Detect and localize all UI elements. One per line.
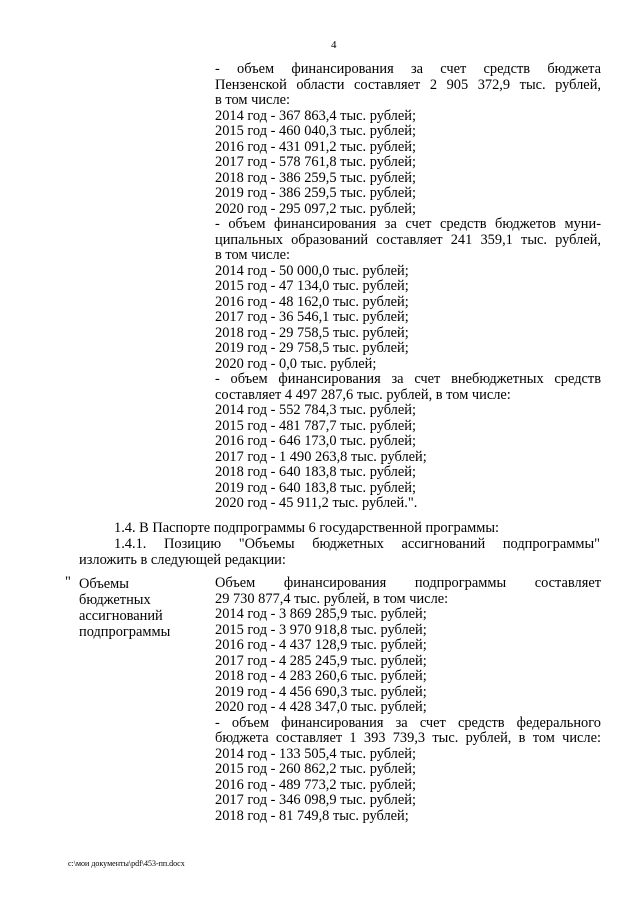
regional-funding-line: в том числе: [215, 92, 291, 108]
regional-year-line: 2016 год - 431 091,2 тыс. рублей; [215, 138, 416, 155]
municipal-funding-line: ципальных образований составляет 241 359,1 тыс. рублей, [215, 231, 601, 248]
section-1-4-1-line: 1.4.1. Позицию "Объемы бюджетных ассигнований подпрограммы" [114, 536, 600, 552]
total-year-line: 2020 год - 4 428 347,0 тыс. рублей; [215, 699, 427, 715]
total-year-line: 2018 год - 4 283 260,6 тыс. рублей; [215, 668, 427, 684]
federal-year-line: 2017 год - 346 098,9 тыс. рублей; [215, 792, 416, 808]
label-line: Объемы [79, 576, 129, 592]
document-file-path: c:\мои документы\pdf\453-пп.docx [68, 859, 185, 868]
federal-funding-line: - объем финансирования за счет средств федерального [215, 714, 601, 731]
regional-funding-line: - объем финансирования за счет средств бюджета [215, 61, 601, 77]
regional-year-line: 2019 год - 386 259,5 тыс. рублей; [215, 185, 416, 201]
funding-continuation-block [215, 62, 601, 512]
total-year-line: 2017 год - 4 285 245,9 тыс. рублей; [215, 652, 427, 669]
extrabudget-funding-line: составляет 4 497 287,6 тыс. рублей, в том числе: [215, 386, 511, 403]
label-line: подпрограммы [79, 624, 171, 640]
extrabudget-year-line: 2016 год - 646 173,0 тыс. рублей; [215, 433, 416, 449]
federal-funding-line: бюджета составляет 1 393 739,3 тыс. рублей, в том числе: [215, 730, 601, 746]
opening-quote: " [65, 574, 71, 590]
total-year-line: 2019 год - 4 456 690,3 тыс. рублей; [215, 683, 427, 700]
section-1-4-heading: 1.4. В Паспорте подпрограммы 6 государственной программы: [114, 520, 499, 536]
total-year-line: 2015 год - 3 970 918,8 тыс. рублей; [215, 621, 427, 638]
municipal-year-line: 2014 год - 50 000,0 тыс. рублей; [215, 262, 409, 279]
regional-year-line: 2017 год - 578 761,8 тыс. рублей; [215, 154, 416, 170]
passport-position-label [79, 576, 209, 640]
extrabudget-year-line: 2014 год - 552 784,3 тыс. рублей; [215, 402, 416, 418]
page-number: 4 [331, 39, 337, 51]
regional-year-line: 2014 год - 367 863,4 тыс. рублей; [215, 107, 416, 124]
label-line: ассигнований [79, 608, 163, 624]
total-funding-line: Объем финансирования подпрограммы составляет [215, 575, 601, 591]
label-line: бюджетных [79, 592, 151, 608]
municipal-year-line: 2017 год - 36 546,1 тыс. рублей; [215, 309, 409, 325]
municipal-year-line: 2019 год - 29 758,5 тыс. рублей; [215, 340, 409, 356]
federal-year-line: 2018 год - 81 749,8 тыс. рублей; [215, 807, 409, 824]
extrabudget-year-line: 2020 год - 45 911,2 тыс. рублей.". [215, 495, 418, 511]
municipal-funding-line: - объем финансирования за счет средств бюджетов муни- [215, 216, 601, 232]
regional-year-line: 2015 год - 460 040,3 тыс. рублей; [215, 123, 416, 139]
municipal-funding-line: в том числе: [215, 247, 291, 263]
extrabudget-year-line: 2017 год - 1 490 263,8 тыс. рублей; [215, 448, 427, 465]
municipal-year-line: 2016 год - 48 162,0 тыс. рублей; [215, 293, 409, 310]
section-1-4-1-line: изложить в следующей редакции: [79, 552, 286, 568]
municipal-year-line: 2018 год - 29 758,5 тыс. рублей; [215, 324, 409, 341]
regional-funding-line: Пензенской области составляет 2 905 372,9 тыс. рублей, [215, 76, 601, 93]
federal-year-line: 2014 год - 133 505,4 тыс. рублей; [215, 745, 416, 762]
extrabudget-year-line: 2019 год - 640 183,8 тыс. рублей; [215, 479, 416, 496]
extrabudget-funding-line: - объем финансирования за счет внебюджетных средств [215, 371, 601, 387]
total-funding-line: 29 730 877,4 тыс. рублей, в том числе: [215, 590, 449, 607]
municipal-year-line: 2020 год - 0,0 тыс. рублей; [215, 355, 377, 372]
federal-year-line: 2016 год - 489 773,2 тыс. рублей; [215, 776, 416, 793]
regional-year-line: 2018 год - 386 259,5 тыс. рублей; [215, 169, 416, 186]
federal-year-line: 2015 год - 260 862,2 тыс. рублей; [215, 761, 416, 777]
municipal-year-line: 2015 год - 47 134,0 тыс. рублей; [215, 278, 409, 294]
extrabudget-year-line: 2015 год - 481 787,7 тыс. рублей; [215, 417, 416, 434]
total-year-line: 2014 год - 3 869 285,9 тыс. рублей; [215, 606, 427, 622]
regional-year-line: 2020 год - 295 097,2 тыс. рублей; [215, 200, 416, 217]
extrabudget-year-line: 2018 год - 640 183,8 тыс. рублей; [215, 464, 416, 480]
total-year-line: 2016 год - 4 437 128,9 тыс. рублей; [215, 637, 427, 653]
passport-position-value [215, 576, 601, 824]
